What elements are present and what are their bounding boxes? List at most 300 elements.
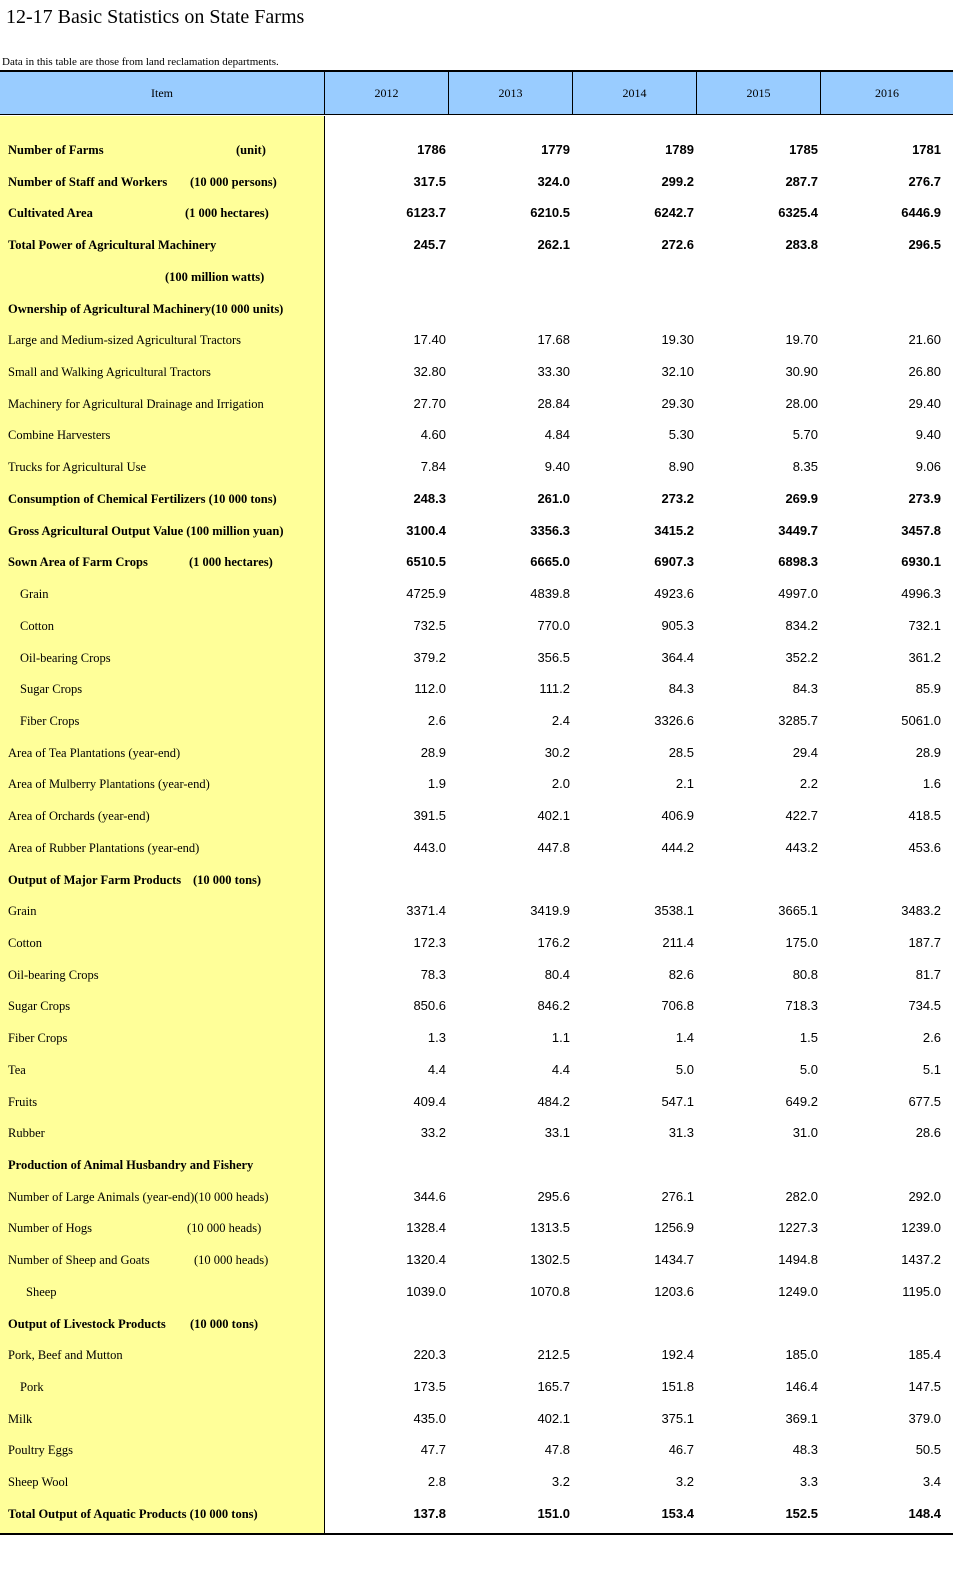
value-2014: 3415.2 xyxy=(654,522,694,538)
table-row xyxy=(0,516,953,548)
table-row xyxy=(0,1467,953,1499)
table-row xyxy=(0,1372,953,1404)
row-label: Grain xyxy=(20,587,49,602)
row-label: Pork xyxy=(20,1380,44,1395)
row-label: Sugar Crops xyxy=(8,999,71,1014)
value-2014: 3326.6 xyxy=(654,712,694,728)
value-2015: 30.90 xyxy=(785,364,818,380)
value-2013: 770.0 xyxy=(537,617,570,633)
value-2014: 29.30 xyxy=(661,395,694,411)
value-2016: 9.06 xyxy=(915,459,941,475)
row-label: Cotton xyxy=(20,618,55,633)
value-2014: 6907.3 xyxy=(654,554,694,570)
value-2013: 484.2 xyxy=(537,1093,570,1109)
value-2013: 261.0 xyxy=(537,490,570,506)
value-2012: 28.9 xyxy=(420,744,446,760)
value-2012: 850.6 xyxy=(413,998,446,1014)
value-2012: 1.3 xyxy=(427,1030,446,1046)
table-row xyxy=(0,167,953,199)
value-2016: 1.6 xyxy=(922,776,941,792)
value-2013: 846.2 xyxy=(537,998,570,1014)
value-2014: 82.6 xyxy=(668,966,694,982)
value-2014: 905.3 xyxy=(661,617,694,633)
value-2014: 375.1 xyxy=(661,1410,694,1426)
value-2013: 4.4 xyxy=(551,1061,570,1077)
row-label: Number of Staff and Workers xyxy=(8,174,168,189)
row-label: Sheep Wool xyxy=(8,1475,69,1490)
header-item: Item xyxy=(0,72,325,114)
table-row xyxy=(0,896,953,928)
value-2016: 361.2 xyxy=(908,649,941,665)
value-2014: 276.1 xyxy=(661,1188,694,1204)
value-2014: 406.9 xyxy=(661,808,694,824)
value-2013: 356.5 xyxy=(537,649,570,665)
table-row xyxy=(0,1213,953,1245)
row-label: Tea xyxy=(8,1062,26,1077)
value-2012: 173.5 xyxy=(413,1379,446,1395)
value-2015: 48.3 xyxy=(792,1442,818,1458)
value-2015: 6325.4 xyxy=(778,205,818,221)
value-2013: 2.0 xyxy=(551,776,570,792)
value-2012: 7.84 xyxy=(420,459,446,475)
row-unit: (unit) xyxy=(236,143,266,157)
row-label: Number of Large Animals (year-end)(10 000 heads) xyxy=(8,1189,269,1204)
value-2013: 1070.8 xyxy=(530,1283,570,1299)
value-2012: 4725.9 xyxy=(406,586,446,602)
value-2016: 3.4 xyxy=(922,1474,941,1490)
value-2016: 187.7 xyxy=(908,934,941,950)
row-unit: (1 000 hectares) xyxy=(189,555,273,570)
value-2015: 4997.0 xyxy=(778,586,818,602)
value-2015: 3449.7 xyxy=(778,522,818,538)
value-2012: 1.9 xyxy=(427,776,446,792)
table-row xyxy=(0,1055,953,1087)
header-year-2014: 2014 xyxy=(573,72,697,114)
value-2015: 8.35 xyxy=(792,459,818,475)
value-2015: 283.8 xyxy=(785,237,818,253)
table-note: Data in this table are those from land reclamation departments. xyxy=(2,56,279,68)
row-label: Area of Mulberry Plantations (year-end) xyxy=(8,777,210,792)
value-2015: 1.5 xyxy=(799,1030,818,1046)
value-2014: 5.30 xyxy=(668,427,694,443)
value-2014: 3.2 xyxy=(675,1474,694,1490)
value-2012: 1786 xyxy=(417,142,446,157)
value-2013: 176.2 xyxy=(537,934,570,950)
value-2012: 137.8 xyxy=(413,1505,446,1521)
value-2016: 6446.9 xyxy=(901,205,941,221)
row-label: Total Power of Agricultural Machinery xyxy=(8,238,217,253)
value-2016: 50.5 xyxy=(915,1442,941,1458)
value-2015: 28.00 xyxy=(785,395,818,411)
value-2016: 3457.8 xyxy=(901,522,941,538)
value-2016: 296.5 xyxy=(908,237,941,253)
value-2013: 324.0 xyxy=(537,173,570,189)
value-2013: 4839.8 xyxy=(530,586,570,602)
value-2012: 248.3 xyxy=(413,490,446,506)
value-2014: 547.1 xyxy=(661,1093,694,1109)
table-row xyxy=(0,198,953,230)
value-2014: 706.8 xyxy=(661,998,694,1014)
row-label: Sugar Crops xyxy=(20,682,83,697)
value-2012: 47.7 xyxy=(420,1442,446,1458)
value-2014: 364.4 xyxy=(661,649,694,665)
value-2012: 32.80 xyxy=(413,364,446,380)
value-2016: 9.40 xyxy=(915,427,941,443)
value-2012: 4.4 xyxy=(427,1061,446,1077)
row-unit: (10 000 persons) xyxy=(190,174,277,189)
row-label: Pork, Beef and Mutton xyxy=(8,1348,123,1363)
table-row xyxy=(0,928,953,960)
value-2016: 1239.0 xyxy=(901,1220,941,1236)
value-2014: 3538.1 xyxy=(654,903,694,919)
value-2013: 1779 xyxy=(541,142,570,157)
row-label: Production of Animal Husbandry and Fishery xyxy=(8,1158,254,1172)
value-2015: 1494.8 xyxy=(778,1252,818,1268)
row-label: Sheep xyxy=(26,1284,57,1299)
table-row xyxy=(0,420,953,452)
row-label: Rubber xyxy=(8,1126,45,1141)
table-row xyxy=(0,865,953,897)
value-2013: 3356.3 xyxy=(530,522,570,538)
value-2014: 84.3 xyxy=(668,681,694,697)
row-label: Milk xyxy=(8,1411,33,1426)
value-2013: 262.1 xyxy=(537,237,570,253)
value-2014: 273.2 xyxy=(661,490,694,506)
table-row xyxy=(0,1340,953,1372)
value-2016: 677.5 xyxy=(908,1093,941,1109)
value-2012: 112.0 xyxy=(414,681,446,697)
row-label: Area of Rubber Plantations (year-end) xyxy=(8,840,200,855)
table-row xyxy=(0,1023,953,1055)
value-2015: 1785 xyxy=(789,142,818,157)
row-label: Consumption of Chemical Fertilizers (10 000 tons) xyxy=(8,491,277,506)
table-row xyxy=(0,484,953,516)
value-2016: 1195.0 xyxy=(902,1283,941,1299)
value-2014: 46.7 xyxy=(668,1442,694,1458)
value-2013: 17.68 xyxy=(537,332,570,348)
row-unit: (10 000 tons) xyxy=(193,872,262,887)
value-2013: 3419.9 xyxy=(530,903,570,919)
value-2016: 379.0 xyxy=(908,1410,941,1426)
value-2012: 1328.4 xyxy=(406,1220,446,1236)
value-2015: 3665.1 xyxy=(778,903,818,919)
header-year-2012: 2012 xyxy=(325,72,449,114)
value-2015: 649.2 xyxy=(785,1093,818,1109)
row-label: Sown Area of Farm Crops xyxy=(8,555,148,570)
row-unit: (1 000 hectares) xyxy=(185,206,269,221)
value-2016: 276.7 xyxy=(908,173,941,189)
value-2012: 344.6 xyxy=(413,1188,446,1204)
row-label: Oil-bearing Crops xyxy=(8,967,99,982)
value-2015: 269.9 xyxy=(785,490,818,506)
value-2016: 5061.0 xyxy=(901,712,941,728)
table-row xyxy=(0,611,953,643)
value-2014: 2.1 xyxy=(675,776,694,792)
table-row xyxy=(0,230,953,262)
table-body xyxy=(0,135,953,1531)
value-2013: 402.1 xyxy=(537,1410,570,1426)
row-label: Cotton xyxy=(8,935,43,950)
value-2013: 4.84 xyxy=(544,427,570,443)
value-2015: 80.8 xyxy=(792,966,818,982)
row-label: Cultivated Area xyxy=(8,206,93,221)
value-2014: 6242.7 xyxy=(654,205,694,221)
value-2016: 185.4 xyxy=(908,1347,941,1363)
value-2015: 1227.3 xyxy=(778,1220,818,1236)
table-row xyxy=(0,452,953,484)
value-2015: 422.7 xyxy=(785,808,818,824)
value-2015: 3285.7 xyxy=(778,712,818,728)
value-2012: 379.2 xyxy=(413,649,446,665)
value-2012: 3371.4 xyxy=(406,903,446,919)
value-2014: 153.4 xyxy=(661,1505,694,1521)
table-row xyxy=(0,643,953,675)
value-2012: 33.2 xyxy=(420,1125,446,1141)
value-2015: 5.0 xyxy=(799,1061,818,1077)
table-row xyxy=(0,1150,953,1182)
row-label: Output of Livestock Products xyxy=(8,1316,166,1331)
value-2013: 28.84 xyxy=(537,395,570,411)
value-2016: 4996.3 xyxy=(901,586,941,602)
value-2012: 172.3 xyxy=(413,934,446,950)
header-year-2015: 2015 xyxy=(697,72,821,114)
value-2013: 151.0 xyxy=(537,1505,570,1521)
value-2014: 28.5 xyxy=(668,744,694,760)
value-2013: 80.4 xyxy=(544,966,570,982)
value-2012: 409.4 xyxy=(413,1093,446,1109)
row-label: Machinery for Agricultural Drainage and Irrigation xyxy=(8,396,264,411)
table-row xyxy=(0,294,953,326)
value-2015: 282.0 xyxy=(785,1188,818,1204)
value-2015: 718.3 xyxy=(785,998,818,1014)
value-2016: 2.6 xyxy=(922,1030,941,1046)
row-label: Combine Harvesters xyxy=(8,428,111,443)
table-row xyxy=(0,325,953,357)
value-2013: 165.7 xyxy=(537,1379,570,1395)
table-row xyxy=(0,135,953,167)
row-unit: (10 000 heads) xyxy=(194,1253,269,1268)
value-2016: 418.5 xyxy=(908,808,941,824)
value-2015: 175.0 xyxy=(785,934,818,950)
table-row xyxy=(0,991,953,1023)
value-2016: 81.7 xyxy=(915,966,941,982)
table-row xyxy=(0,579,953,611)
value-2016: 1437.2 xyxy=(901,1252,941,1268)
table-row xyxy=(0,769,953,801)
value-2013: 111.2 xyxy=(539,681,570,697)
value-2016: 273.9 xyxy=(908,490,941,506)
table-row xyxy=(0,262,953,294)
value-2016: 5.1 xyxy=(922,1061,941,1077)
value-2016: 292.0 xyxy=(908,1188,941,1204)
value-2016: 85.9 xyxy=(915,681,941,697)
page-title: 12-17 Basic Statistics on State Farms xyxy=(6,6,305,28)
table-row xyxy=(0,1499,953,1531)
value-2015: 2.2 xyxy=(799,776,818,792)
value-2012: 245.7 xyxy=(413,237,446,253)
value-2014: 444.2 xyxy=(661,839,694,855)
value-2013: 295.6 xyxy=(537,1188,570,1204)
value-2015: 6898.3 xyxy=(778,554,818,570)
value-2013: 6210.5 xyxy=(530,205,570,221)
value-2012: 1039.0 xyxy=(406,1283,446,1299)
bottom-rule xyxy=(0,1533,953,1535)
value-2016: 6930.1 xyxy=(901,554,941,570)
row-unit: (10 000 tons) xyxy=(190,1316,259,1331)
value-2014: 19.30 xyxy=(661,332,694,348)
table-header xyxy=(0,72,953,115)
table-row xyxy=(0,801,953,833)
value-2014: 272.6 xyxy=(661,237,694,253)
row-label: Small and Walking Agricultural Tractors xyxy=(8,365,211,380)
value-2015: 834.2 xyxy=(785,617,818,633)
value-2013: 1.1 xyxy=(551,1030,570,1046)
value-2013: 1313.5 xyxy=(530,1220,570,1236)
value-2012: 78.3 xyxy=(420,966,446,982)
value-2012: 3100.4 xyxy=(406,522,446,538)
value-2016: 147.5 xyxy=(908,1379,941,1395)
row-label: Gross Agricultural Output Value (100 million yuan) xyxy=(8,523,284,538)
value-2012: 435.0 xyxy=(413,1410,446,1426)
value-2014: 1.4 xyxy=(675,1030,694,1046)
table-row xyxy=(0,706,953,738)
value-2015: 31.0 xyxy=(792,1125,818,1141)
table-row xyxy=(0,1309,953,1341)
value-2012: 6123.7 xyxy=(406,205,446,221)
value-2015: 369.1 xyxy=(785,1410,818,1426)
table-row xyxy=(0,1435,953,1467)
table-row xyxy=(0,833,953,865)
table-row xyxy=(0,674,953,706)
value-2016: 453.6 xyxy=(908,839,941,855)
value-2016: 26.80 xyxy=(908,364,941,380)
row-label: Ownership of Agricultural Machinery(10 000 units) xyxy=(8,301,284,316)
table-row xyxy=(0,357,953,389)
value-2015: 29.4 xyxy=(792,744,818,760)
value-2013: 30.2 xyxy=(544,744,570,760)
table-row xyxy=(0,1118,953,1150)
value-2016: 734.5 xyxy=(908,998,941,1014)
table-row xyxy=(0,1404,953,1436)
row-label: Oil-bearing Crops xyxy=(20,650,111,665)
value-2015: 3.3 xyxy=(799,1474,818,1490)
row-label: Poultry Eggs xyxy=(8,1443,73,1458)
table-row xyxy=(0,738,953,770)
value-2015: 287.7 xyxy=(785,173,818,189)
value-2012: 2.6 xyxy=(427,712,446,728)
value-2014: 1434.7 xyxy=(654,1252,694,1268)
row-label: Fiber Crops xyxy=(20,713,80,728)
value-2014: 4923.6 xyxy=(654,586,694,602)
value-2013: 9.40 xyxy=(544,459,570,475)
header-year-2016: 2016 xyxy=(875,85,899,100)
value-2012: 2.8 xyxy=(427,1474,446,1490)
table-row xyxy=(0,389,953,421)
value-2013: 1302.5 xyxy=(530,1252,570,1268)
value-2014: 32.10 xyxy=(661,364,694,380)
value-2012: 27.70 xyxy=(413,395,446,411)
value-2016: 732.1 xyxy=(908,617,941,633)
row-label: Number of Sheep and Goats xyxy=(8,1253,150,1268)
table-row xyxy=(0,1245,953,1277)
header-year-2013: 2013 xyxy=(449,72,573,114)
table-row xyxy=(0,547,953,579)
value-2013: 402.1 xyxy=(537,808,570,824)
value-2012: 220.3 xyxy=(413,1347,446,1363)
value-2015: 5.70 xyxy=(792,427,818,443)
row-label: Fruits xyxy=(8,1094,38,1109)
row-label: Large and Medium-sized Agricultural Tractors xyxy=(8,333,242,348)
value-2014: 299.2 xyxy=(661,173,694,189)
value-2016: 28.6 xyxy=(915,1125,941,1141)
value-2012: 391.5 xyxy=(413,808,446,824)
row-label: Number of Farms xyxy=(8,143,104,157)
value-2013: 6665.0 xyxy=(530,554,570,570)
value-2012: 317.5 xyxy=(413,173,446,189)
value-2012: 1320.4 xyxy=(406,1252,446,1268)
value-2013: 3.2 xyxy=(551,1474,570,1490)
row-label: Trucks for Agricultural Use xyxy=(8,460,147,475)
value-2012: 17.40 xyxy=(413,332,446,348)
value-2013: 447.8 xyxy=(537,839,570,855)
row-unit: (10 000 heads) xyxy=(187,1221,262,1236)
value-2013: 2.4 xyxy=(551,712,570,728)
value-2016: 148.4 xyxy=(908,1505,941,1521)
value-2016: 28.9 xyxy=(915,744,941,760)
value-2013: 212.5 xyxy=(537,1347,570,1363)
row-label: Area of Tea Plantations (year-end) xyxy=(8,745,181,760)
value-2013: 47.8 xyxy=(544,1442,570,1458)
value-2015: 19.70 xyxy=(785,332,818,348)
row-label: Output of Major Farm Products xyxy=(8,872,182,887)
value-2016: 21.60 xyxy=(908,332,941,348)
row-label: Total Output of Aquatic Products (10 000 tons) xyxy=(8,1506,258,1521)
value-2015: 146.4 xyxy=(785,1379,818,1395)
value-2012: 443.0 xyxy=(413,839,446,855)
value-2015: 352.2 xyxy=(785,649,818,665)
value-2013: 33.30 xyxy=(537,364,570,380)
table-row xyxy=(0,1182,953,1214)
value-2016: 1781 xyxy=(912,142,941,157)
table-row xyxy=(0,1087,953,1119)
row-label: Grain xyxy=(8,904,37,919)
row-label: (100 million watts) xyxy=(165,269,265,284)
value-2015: 84.3 xyxy=(792,681,818,697)
value-2014: 1203.6 xyxy=(654,1283,694,1299)
row-label: Area of Orchards (year-end) xyxy=(8,809,150,824)
value-2014: 1256.9 xyxy=(654,1220,694,1236)
value-2016: 29.40 xyxy=(908,395,941,411)
value-2012: 6510.5 xyxy=(406,554,446,570)
value-2012: 4.60 xyxy=(420,427,446,443)
value-2014: 1789 xyxy=(665,142,694,157)
value-2016: 3483.2 xyxy=(901,903,941,919)
table-row xyxy=(0,1277,953,1309)
value-2014: 211.4 xyxy=(662,934,694,950)
value-2012: 732.5 xyxy=(413,617,446,633)
value-2014: 151.8 xyxy=(661,1379,694,1395)
value-2015: 185.0 xyxy=(785,1347,818,1363)
value-2014: 8.90 xyxy=(668,459,694,475)
value-2015: 152.5 xyxy=(785,1505,818,1521)
value-2015: 1249.0 xyxy=(778,1283,818,1299)
value-2013: 33.1 xyxy=(544,1125,570,1141)
table-row xyxy=(0,960,953,992)
row-label: Number of Hogs xyxy=(8,1221,93,1236)
value-2014: 5.0 xyxy=(675,1061,694,1077)
row-label: Fiber Crops xyxy=(8,1031,68,1046)
value-2015: 443.2 xyxy=(785,839,818,855)
